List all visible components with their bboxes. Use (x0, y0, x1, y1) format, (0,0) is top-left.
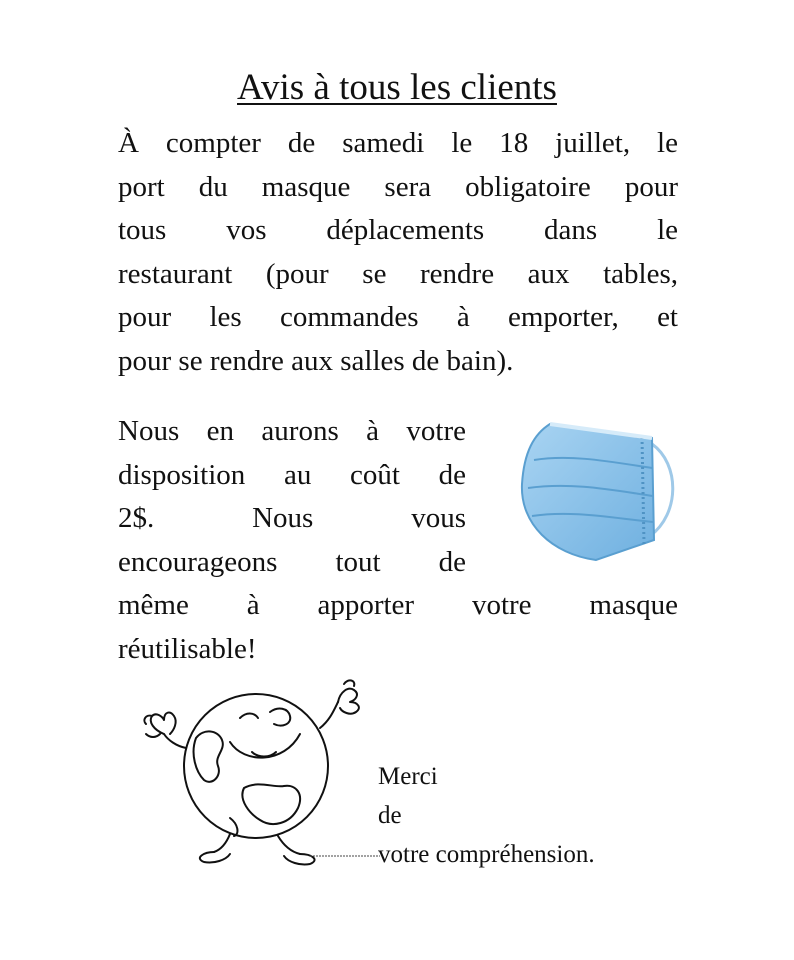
paragraph-line: pour les commandes à emporter, et (118, 301, 678, 333)
surgical-mask-icon (512, 404, 682, 574)
paragraph-line: même à apporter votre masque (118, 589, 678, 621)
paragraph-line: port du masque sera obligatoire pour (118, 170, 678, 203)
paragraph-line: 2$. Nous vous (118, 502, 466, 534)
thanks-line: Merci (378, 763, 438, 790)
notice-title (0, 66, 794, 110)
thanks-line: de (378, 802, 402, 829)
thanks-line: votre compréhension. (378, 841, 595, 868)
notice-paragraph-1 (118, 122, 678, 383)
paragraph-line: tous vos déplacements dans le (118, 214, 678, 246)
notice-title-text: Avis à tous les clients (237, 67, 557, 108)
smiling-globe-icon (134, 668, 374, 868)
notice-paragraph-2-continued (118, 584, 678, 671)
paragraph-line: réutilisable! (118, 632, 257, 665)
paragraph-line: disposition au coût de (118, 458, 466, 491)
notice-paragraph-2 (118, 410, 466, 584)
paragraph-line: restaurant (pour se rendre aux tables, (118, 257, 678, 290)
paragraph-line: Nous en aurons à votre (118, 415, 466, 447)
paragraph-line: encourageons tout de (118, 545, 466, 578)
paragraph-line: pour se rendre aux salles de bain). (118, 344, 514, 377)
illustration-credit-mark (310, 846, 380, 852)
paragraph-line: À compter de samedi le 18 juillet, le (118, 127, 678, 159)
thanks-message (378, 757, 595, 874)
